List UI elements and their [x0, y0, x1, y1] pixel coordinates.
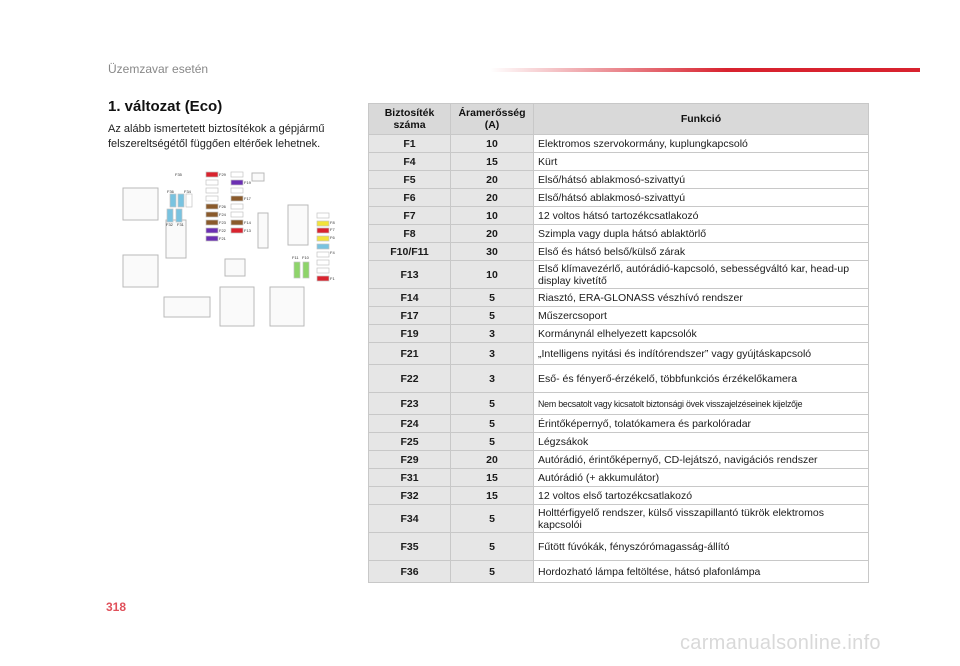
- table-row: [369, 261, 869, 289]
- fuse-amperage: 5: [451, 289, 534, 307]
- diagram-label: F32: [166, 222, 173, 227]
- table-row: [369, 135, 869, 153]
- fuse-function: Első/hátsó ablakmosó-szivattyú: [534, 189, 869, 207]
- fuse-function: Autórádió (+ akkumulátor): [534, 469, 869, 487]
- watermark: carmanualsonline.info: [680, 632, 881, 654]
- fuse-number: F13: [369, 261, 451, 289]
- fuse-amperage: 30: [451, 243, 534, 261]
- fuse-amperage: 20: [451, 225, 534, 243]
- diagram-label: F11: [292, 255, 299, 260]
- fuse-amperage: 15: [451, 487, 534, 505]
- fuse-number: F10/F11: [369, 243, 451, 261]
- fuse-function: Első klímavezérlő, autórádió-kapcsoló, sebességváltó kar, head-up display kivetítő: [534, 261, 869, 289]
- table-header-row: [369, 104, 869, 135]
- diagram-label: F8: [330, 220, 335, 225]
- fuse-function: Első/hátsó ablakmosó-szivattyú: [534, 171, 869, 189]
- diagram-label: F24: [219, 212, 226, 217]
- fuse-number: F23: [369, 393, 451, 415]
- fuse-number: F22: [369, 365, 451, 393]
- diagram-label: F23: [219, 220, 226, 225]
- diagram-label: F31: [177, 222, 184, 227]
- fuse-number: F17: [369, 307, 451, 325]
- table-row: [369, 533, 869, 561]
- fuse-number: F25: [369, 433, 451, 451]
- fuse-amperage: 10: [451, 135, 534, 153]
- fuse-amperage: 5: [451, 505, 534, 533]
- fuse-amperage: 3: [451, 343, 534, 365]
- table-row: [369, 325, 869, 343]
- column-header-function: Funkció: [534, 104, 869, 135]
- fuse-number: F5: [369, 171, 451, 189]
- fuse-number: F8: [369, 225, 451, 243]
- fuse-function: Riasztó, ERA-GLONASS vészhívó rendszer: [534, 289, 869, 307]
- table-row: [369, 243, 869, 261]
- fuse-amperage: 5: [451, 307, 534, 325]
- fuse-amperage: 15: [451, 153, 534, 171]
- fuse-amperage: 20: [451, 451, 534, 469]
- diagram-label: F17: [244, 196, 251, 201]
- fuse-number: F1: [369, 135, 451, 153]
- diagram-label: F6: [330, 235, 335, 240]
- fuse-amperage: 10: [451, 261, 534, 289]
- diagram-label: F36: [167, 189, 174, 194]
- table-row: [369, 365, 869, 393]
- table-row: [369, 307, 869, 325]
- table-row: [369, 207, 869, 225]
- fuse-function: Eső- és fényerő-érzékelő, többfunkciós érzékelőkamera: [534, 365, 869, 393]
- fuse-number: F32: [369, 487, 451, 505]
- table-row: [369, 415, 869, 433]
- fuse-number: F29: [369, 451, 451, 469]
- fuse-function: Kormánynál elhelyezett kapcsolók: [534, 325, 869, 343]
- diagram-label: F7: [330, 227, 335, 232]
- table-row: [369, 487, 869, 505]
- fuse-number: F7: [369, 207, 451, 225]
- fuse-function: Érintőképernyő, tolatókamera és parkolóradar: [534, 415, 869, 433]
- table-row: [369, 171, 869, 189]
- fuse-amperage: 5: [451, 561, 534, 583]
- page-number: 318: [106, 600, 127, 614]
- fuse-number: F36: [369, 561, 451, 583]
- fuse-amperage: 15: [451, 469, 534, 487]
- fuse-number: F19: [369, 325, 451, 343]
- fuse-number: F6: [369, 189, 451, 207]
- fuse-number: F31: [369, 469, 451, 487]
- diagram-label: F1: [330, 276, 335, 281]
- fuse-function: Légzsákok: [534, 433, 869, 451]
- fuse-function: Kürt: [534, 153, 869, 171]
- fuse-function: Műszercsoport: [534, 307, 869, 325]
- fuse-function: „Intelligens nyitási és indítórendszer” vagy gyújtáskapcsoló: [534, 343, 869, 365]
- diagram-label: F10: [302, 255, 309, 260]
- table-row: [369, 393, 869, 415]
- fuse-function: Elektromos szervokormány, kuplungkapcsoló: [534, 135, 869, 153]
- fuse-function: Autórádió, érintőképernyő, CD-lejátszó, navigációs rendszer: [534, 451, 869, 469]
- fuse-function: 12 voltos hátsó tartozékcsatlakozó: [534, 207, 869, 225]
- header-accent-bar: [490, 68, 920, 72]
- diagram-label: F34: [184, 189, 191, 194]
- diagram-label: F14: [244, 220, 251, 225]
- table-row: [369, 189, 869, 207]
- diagram-label: F19: [244, 180, 251, 185]
- column-header-fuse-number: Biztosíték száma: [369, 104, 451, 135]
- fuse-amperage: 10: [451, 207, 534, 225]
- table-row: [369, 225, 869, 243]
- diagram-label: F35: [175, 172, 182, 177]
- fuse-number: F35: [369, 533, 451, 561]
- diagram-label: F4: [330, 250, 335, 255]
- column-header-amperage: Áramerősség (A): [451, 104, 534, 135]
- fuse-function: Nem becsatolt vagy kicsatolt biztonsági övek visszajelzéseinek kijelzője: [534, 393, 869, 415]
- fuse-amperage: 5: [451, 415, 534, 433]
- fuse-function: Fűtött fúvókák, fényszórómagasság-állító: [534, 533, 869, 561]
- fuse-number: F34: [369, 505, 451, 533]
- fuse-function: Szimpla vagy dupla hátsó ablaktörlő: [534, 225, 869, 243]
- diagram-label: F13: [244, 228, 251, 233]
- fuse-number: F14: [369, 289, 451, 307]
- fuse-amperage: 3: [451, 365, 534, 393]
- table-row: [369, 289, 869, 307]
- table-row: [369, 153, 869, 171]
- table-row: [369, 561, 869, 583]
- fuse-function: Holttérfigyelő rendszer, külső visszapillantó tükrök elektromos kapcsolói: [534, 505, 869, 533]
- fuse-amperage: 5: [451, 433, 534, 451]
- diagram-label: F29: [219, 172, 226, 177]
- intro-text: Az alább ismertetett biztosítékok a gépjármű felszereltségétől függően eltérőek lehetnek.: [108, 123, 325, 150]
- fuse-amperage: 3: [451, 325, 534, 343]
- fuse-number: F4: [369, 153, 451, 171]
- fuse-table: [368, 103, 869, 583]
- table-row: [369, 343, 869, 365]
- diagram-label: F21: [219, 236, 226, 241]
- table-row: [369, 433, 869, 451]
- table-row: [369, 505, 869, 533]
- fuse-amperage: 20: [451, 171, 534, 189]
- fuse-function: Első és hátsó belső/külső zárak: [534, 243, 869, 261]
- diagram-label: F26: [219, 204, 226, 209]
- table-row: [369, 469, 869, 487]
- table-row: [369, 451, 869, 469]
- section-title: 1. változat (Eco): [108, 98, 223, 115]
- fuse-function: 12 voltos első tartozékcsatlakozó: [534, 487, 869, 505]
- header-title: Üzemzavar esetén: [108, 62, 209, 76]
- fuse-amperage: 5: [451, 533, 534, 561]
- fuse-number: F24: [369, 415, 451, 433]
- fuse-box-diagram: [118, 168, 350, 333]
- fuse-amperage: 20: [451, 189, 534, 207]
- diagram-label: F22: [219, 228, 226, 233]
- fuse-function: Hordozható lámpa feltöltése, hátsó plafonlámpa: [534, 561, 869, 583]
- fuse-amperage: 5: [451, 393, 534, 415]
- fuse-number: F21: [369, 343, 451, 365]
